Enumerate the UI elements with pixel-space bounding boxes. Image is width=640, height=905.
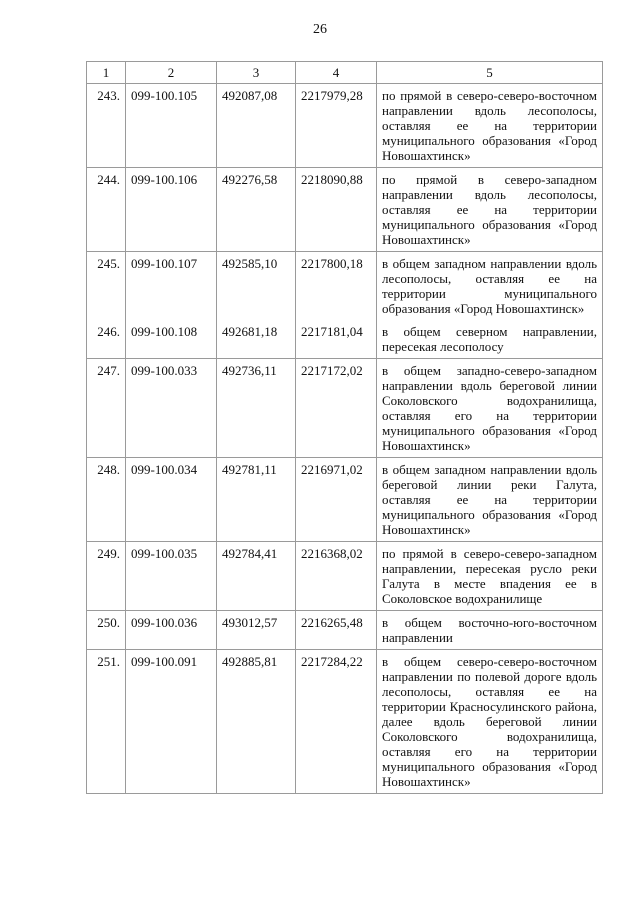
boundary-description: в общем западном направлении вдоль береговой линии реки Галута, оставляя ее на территории муниципального образования «Город Новошахтинск» [377, 458, 603, 542]
table-row [87, 611, 603, 650]
boundary-description: в общем северо-северо-восточном направлении по полевой дороге вдоль лесополосы, оставляя ее на территории Красносулинского района, далее вдоль береговой линии Соколовского водохранилища, оставляя его на территории муниципального образования «Город Новошахтинск» [377, 650, 603, 794]
coordinate-x: 492585,10 [217, 252, 296, 321]
row-number: 243. [87, 84, 126, 168]
coordinate-y: 2218090,88 [296, 168, 377, 252]
point-code: 099-100.108 [126, 320, 217, 359]
point-code: 099-100.034 [126, 458, 217, 542]
coordinate-x: 492087,08 [217, 84, 296, 168]
row-number: 251. [87, 650, 126, 794]
row-number: 249. [87, 542, 126, 611]
boundary-description: по прямой в северо-западном направлении вдоль лесополосы, оставляя ее на территории муниципального образования «Город Новошахтинск» [377, 168, 603, 252]
coordinate-x: 492784,41 [217, 542, 296, 611]
boundary-description: по прямой в северо-северо-восточном направлении вдоль лесополосы, оставляя ее на территории муниципального образования «Город Новошахтинск» [377, 84, 603, 168]
boundary-points-table [86, 61, 603, 794]
point-code: 099-100.036 [126, 611, 217, 650]
column-header-5: 5 [377, 62, 603, 84]
table-row [87, 650, 603, 794]
coordinate-y: 2217800,18 [296, 252, 377, 321]
point-code: 099-100.091 [126, 650, 217, 794]
coordinate-y: 2216971,02 [296, 458, 377, 542]
point-code: 099-100.033 [126, 359, 217, 458]
row-number: 245. [87, 252, 126, 321]
row-number: 248. [87, 458, 126, 542]
point-code: 099-100.035 [126, 542, 217, 611]
boundary-description: в общем восточно-юго-восточном направлении [377, 611, 603, 650]
point-code: 099-100.105 [126, 84, 217, 168]
boundary-description: в общем северном направлении, пересекая лесополосу [377, 320, 603, 359]
table-row [87, 168, 603, 252]
coordinate-x: 492736,11 [217, 359, 296, 458]
table-row [87, 320, 603, 359]
row-number: 250. [87, 611, 126, 650]
boundary-description: в общем западно-северо-западном направлении вдоль береговой линии Соколовского водохранилища, оставляя его на территории муниципального образования «Город Новошахтинск» [377, 359, 603, 458]
coordinate-y: 2217979,28 [296, 84, 377, 168]
row-number: 247. [87, 359, 126, 458]
coordinate-y: 2217172,02 [296, 359, 377, 458]
coordinate-x: 492681,18 [217, 320, 296, 359]
coordinate-x: 492885,81 [217, 650, 296, 794]
point-code: 099-100.107 [126, 252, 217, 321]
column-header-2: 2 [126, 62, 217, 84]
coordinate-x: 492781,11 [217, 458, 296, 542]
column-header-4: 4 [296, 62, 377, 84]
coordinate-y: 2217181,04 [296, 320, 377, 359]
coordinate-x: 493012,57 [217, 611, 296, 650]
page-number: 26 [313, 22, 327, 37]
table-header-row [87, 62, 603, 84]
table-row [87, 84, 603, 168]
column-header-1: 1 [87, 62, 126, 84]
coordinate-y: 2216265,48 [296, 611, 377, 650]
coordinate-y: 2217284,22 [296, 650, 377, 794]
row-number: 246. [87, 320, 126, 359]
table-row [87, 252, 603, 321]
boundary-description: в общем западном направлении вдоль лесополосы, оставляя ее на территории муниципального образования «Город Новошахтинск» [377, 252, 603, 321]
table-row [87, 359, 603, 458]
table-row [87, 458, 603, 542]
coordinate-x: 492276,58 [217, 168, 296, 252]
point-code: 099-100.106 [126, 168, 217, 252]
table-row [87, 542, 603, 611]
column-header-3: 3 [217, 62, 296, 84]
coordinate-y: 2216368,02 [296, 542, 377, 611]
boundary-description: по прямой в северо-северо-западном направлении, пересекая русло реки Галута в месте впадения ее в Соколовское водохранилище [377, 542, 603, 611]
row-number: 244. [87, 168, 126, 252]
